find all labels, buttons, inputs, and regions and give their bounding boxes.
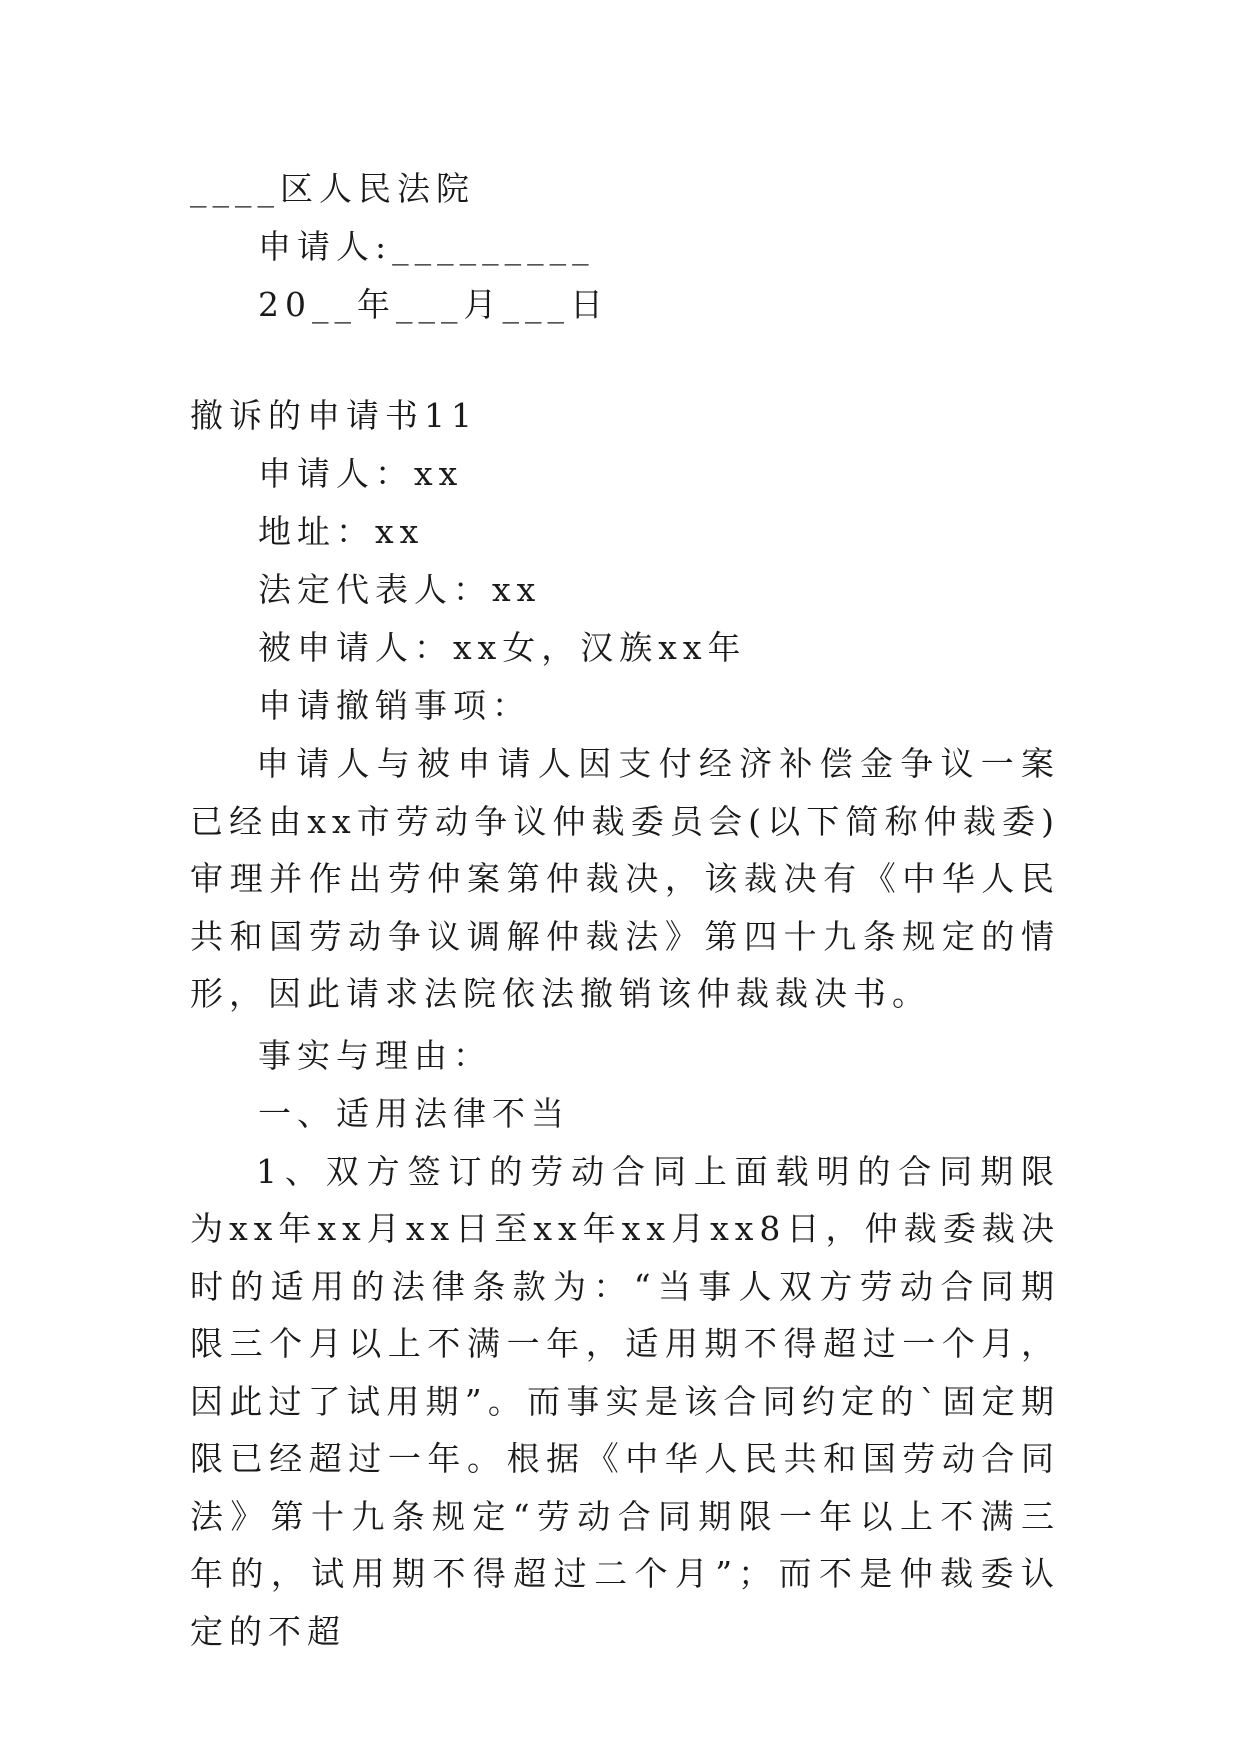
- document-page: [190, 160, 1060, 1660]
- point-one-paragraph: 1、双方签订的劳动合同上面载明的合同期限为xx年xx月xx日至xx年xx月xx8日，仲裁委裁决时的适用的法律条款为：“当事人双方劳动合同期限三个月以上不满一年，适用期不得超过一个月，因此过了试用期”。而事实是该合同约定的`固定期限已经超过一年。根据《中华人民共和国劳动合同法》第十九条规定“劳动合同期限一年以上不满三年的，试用期不得超过二个月”；而不是仲裁委认定的不超: [190, 1151, 1060, 1651]
- address-field: 地址：xx: [258, 512, 425, 551]
- respondent-field: 被申请人：xx女，汉族xx年: [258, 628, 747, 667]
- facts-heading: 事实与理由：: [258, 1035, 492, 1075]
- matter-paragraph: 申请人与被申请人因支付经济补偿金争议一案已经由xx市劳动争议仲裁委员会(以下简称仲裁委)审理并作出劳仲案第仲裁决，该裁决有《中华人民共和国劳动争议调解仲裁法》第四十九条规定的情形，因此请求法院依法撤销该仲裁裁决书。: [190, 744, 1060, 1013]
- date-line: 20__年___月___日: [258, 285, 609, 324]
- document-title: 撤诉的申请书11: [190, 396, 478, 435]
- legal-representative-field: 法定代表人：xx: [258, 570, 542, 609]
- matter-heading: 申请撤销事项：: [258, 686, 531, 725]
- court-name: ____区人民法院: [190, 169, 475, 208]
- section-spacer: [190, 334, 1060, 387]
- applicant-signature-line: 申请人:_________: [258, 227, 595, 266]
- applicant-field: 申请人：xx: [258, 454, 464, 493]
- section-one-heading: 一、适用法律不当: [258, 1093, 570, 1133]
